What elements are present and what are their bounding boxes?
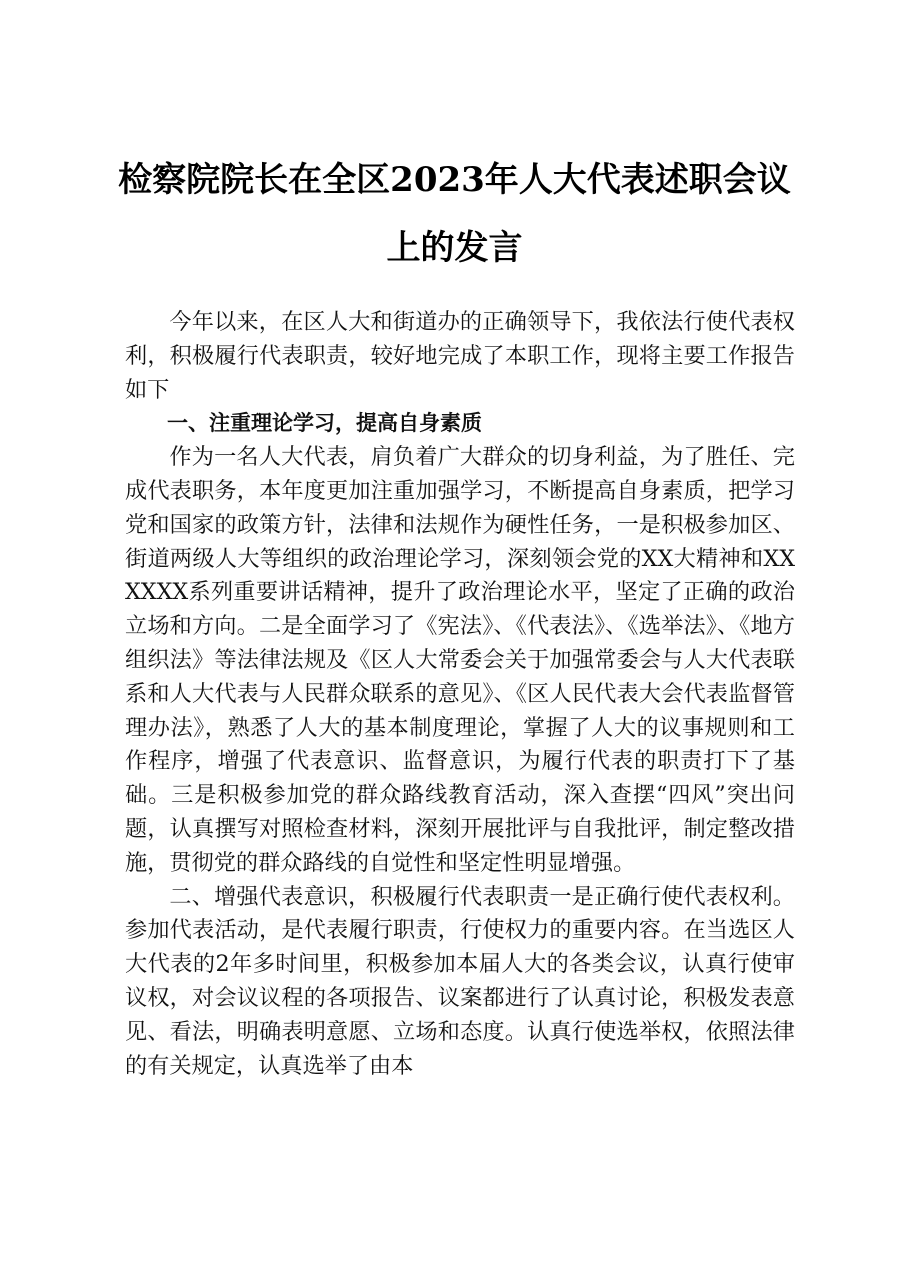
document-title-line-1: 检察院院长在全区2023年人大代表述职会议 [118,160,791,200]
section-heading-1: 一、注重理论学习，提高自身素质 [167,411,482,436]
document-body [125,306,795,1083]
section-2-paragraph: 二、增强代表意识，积极履行代表职责一是正确行使代表权利。参加代表活动，是代表履行职责，行使权力的重要内容。在当选区人大代表的2年多时间里，积极参加本届人大的各类会议，认真行使审议权，对会议议程的各项报告、议案都进行了认真讨论，积极发表意见、看法，明确表明意愿、立场和态度。认真行使选举权，依照法律的有关规定，认真选举了由本 [125,883,795,1079]
section-1-paragraph: 作为一名人大代表，肩负着广大群众的切身利益，为了胜任、完成代表职务，本年度更加注重加强学习，不断提高自身素质，把学习党和国家的政策方针，法律和法规作为硬性任务，一是积极参加区、街道两级人大等组织的政治理论学习，深刻领会党的XX大精神和XXXXXX系列重要讲话精神，提升了政治理论水平，坚定了正确的政治立场和方向。二是全面学习了《宪法》、《代表法》、《选举法》、《地方组织法》等法律法规及《区人大常委会关于加强常委会与人大代表联系和人大代表与人民群众联系的意见》、《区人民代表大会代表监督管理办法》，熟悉了人大的基本制度理论，掌握了人大的议事规则和工作程序，增强了代表意识、监督意识，为履行代表的职责打下了基础。三是积极参加党的群众路线教育活动，深入查摆“四风”突出问题，认真撰写对照检查材料，深刻开展批评与自我批评，制定整改措施，贯彻党的群众路线的自觉性和坚定性明显增强。 [125,444,795,876]
intro-paragraph: 今年以来，在区人大和街道办的正确领导下，我依法行使代表权利，积极履行代表职责，较好地完成了本职工作，现将主要工作报告如下 [125,309,795,403]
document-title-line-2: 上的发言 [386,228,523,268]
